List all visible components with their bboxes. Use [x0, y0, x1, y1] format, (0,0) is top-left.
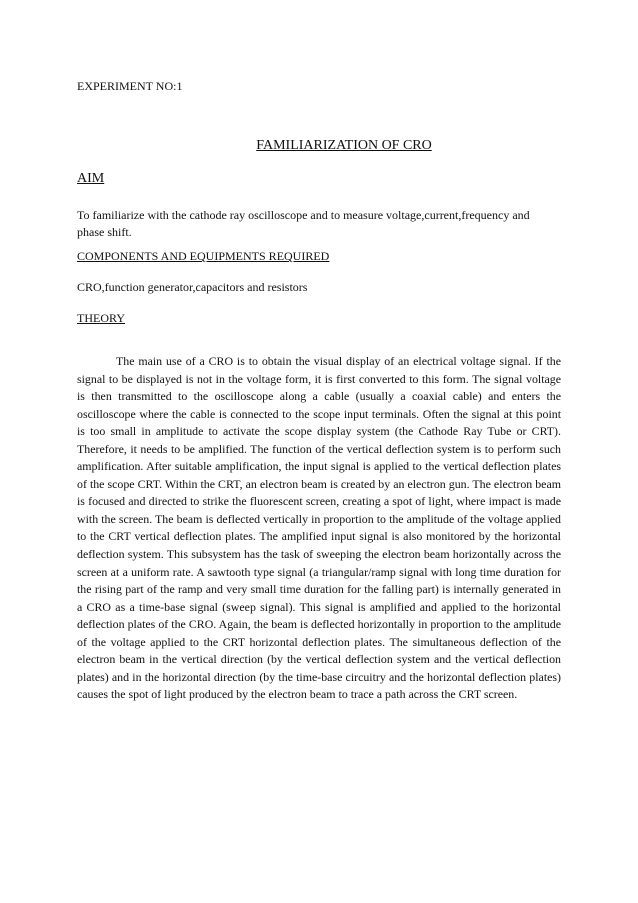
aim-text: To familiarize with the cathode ray oscilloscope and to measure voltage,current,frequency and phase shift.: [77, 208, 530, 239]
components-text: CRO,function generator,capacitors and resistors: [77, 280, 308, 294]
aim-heading: AIM: [77, 171, 105, 186]
page-title-text: FAMILIARIZATION OF CRO: [256, 138, 432, 153]
experiment-number: EXPERIMENT NO:1: [77, 79, 183, 93]
theory-heading: THEORY: [77, 311, 125, 325]
page-title: [0, 137, 638, 155]
theory-paragraph: The main use of a CRO is to obtain the visual display of an electrical voltage signal. If the signal to be displayed is not in the voltage form, it is first converted to this form. The signal voltage is then transmitted to the oscilloscope along a cable (usually a coaxial cable) and enters the oscilloscope where the cable is connected to the scope input terminals. Often the signal at this point is too small in amplitude to activate the scope display system (the Cathode Ray Tube or CRT). Therefore, it needs to be amplified. The function of the vertical deflection system is to perform such amplification. After suitable amplification, the input signal is applied to the vertical deflection plates of the scope CRT. Within the CRT, an electron beam is created by an electron gun. The electron beam is focused and directed to strike the fluorescent screen, creating a spot of light, where impact is made with the screen. The beam is deflected vertically in proportion to the amplitude of the voltage applied to the CRT vertical deflection plates. The amplified input signal is also monitored by the horizontal deflection system. This subsystem has the task of sweeping the electron beam horizontally across the screen at a uniform rate. A sawtooth type signal (a triangular/ramp signal with long time duration for the rising part of the ramp and very small time duration for the falling part) is internally generated in a CRO as a time-base signal (sweep signal). This signal is amplified and applied to the horizontal deflection plates of the CRO. Again, the beam is deflected horizontally in proportion to the amplitude of the voltage applied to the CRT horizontal deflection plates. The simultaneous deflection of the electron beam in the vertical direction (by the vertical deflection system and the vertical deflection plates) and in the horizontal direction (by the time-base circuitry and the horizontal deflection plates) causes the spot of light produced by the electron beam to trace a path across the CRT screen.: [77, 354, 561, 702]
components-heading: COMPONENTS AND EQUIPMENTS REQUIRED: [77, 249, 330, 263]
